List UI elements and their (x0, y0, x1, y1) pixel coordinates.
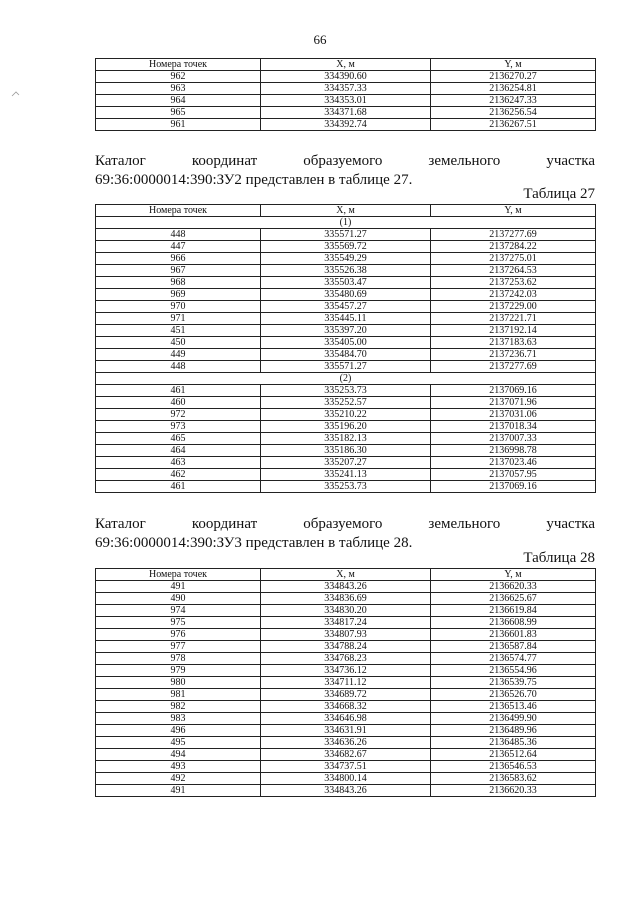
cell-y: 2137277.69 (431, 229, 596, 241)
cell-y: 2137264.53 (431, 265, 596, 277)
cell-y: 2137253.62 (431, 277, 596, 289)
header-x: X, м (261, 59, 431, 71)
cell-x: 334689.72 (261, 689, 431, 701)
table-row (96, 749, 596, 761)
para-word: образуемого (303, 516, 383, 532)
cell-y: 2137192.14 (431, 325, 596, 337)
cell-x: 334843.26 (261, 581, 431, 593)
header-points: Номера точек (96, 205, 261, 217)
table-row (96, 349, 596, 361)
cell-y: 2136254.81 (431, 83, 596, 95)
table-row (96, 689, 596, 701)
cell-point-number: 972 (96, 409, 261, 421)
cell-y: 2136270.27 (431, 71, 596, 83)
table-row (96, 701, 596, 713)
cell-y: 2136587.84 (431, 641, 596, 653)
cell-point-number: 494 (96, 749, 261, 761)
cell-point-number: 493 (96, 761, 261, 773)
cell-point-number: 492 (96, 773, 261, 785)
table-header-row (96, 205, 596, 217)
cell-x: 334371.68 (261, 107, 431, 119)
cell-point-number: 973 (96, 421, 261, 433)
section-label: (1) (96, 217, 596, 229)
cell-x: 334357.33 (261, 83, 431, 95)
table-section-row (96, 217, 596, 229)
cell-point-number: 447 (96, 241, 261, 253)
table-row (96, 617, 596, 629)
cell-point-number: 490 (96, 593, 261, 605)
cell-y: 2136513.46 (431, 701, 596, 713)
cell-x: 334682.67 (261, 749, 431, 761)
para-word: координат (191, 516, 258, 532)
cell-y: 2137242.03 (431, 289, 596, 301)
cell-y: 2137221.71 (431, 313, 596, 325)
cell-point-number: 971 (96, 313, 261, 325)
coordinates-table-27 (95, 204, 596, 493)
cell-y: 2137031.06 (431, 409, 596, 421)
cell-y: 2136546.53 (431, 761, 596, 773)
table-row (96, 605, 596, 617)
cell-x: 334736.12 (261, 665, 431, 677)
table-row (96, 289, 596, 301)
cell-point-number: 491 (96, 785, 261, 797)
margin-mark-icon (10, 88, 22, 100)
table-row (96, 241, 596, 253)
table-row (96, 83, 596, 95)
cell-point-number: 981 (96, 689, 261, 701)
paragraph-catalog-zu2 (95, 152, 595, 190)
cell-x: 335571.27 (261, 229, 431, 241)
cell-x: 334843.26 (261, 785, 431, 797)
cell-y: 2136247.33 (431, 95, 596, 107)
section-label: (2) (96, 373, 596, 385)
cell-x: 334817.24 (261, 617, 431, 629)
cell-point-number: 448 (96, 361, 261, 373)
table-row (96, 785, 596, 797)
cell-x: 335241.13 (261, 469, 431, 481)
header-x: X, м (261, 569, 431, 581)
cell-y: 2136574.77 (431, 653, 596, 665)
cell-x: 334636.26 (261, 737, 431, 749)
cell-x: 335210.22 (261, 409, 431, 421)
cell-x: 335484.70 (261, 349, 431, 361)
cell-y: 2136620.33 (431, 785, 596, 797)
cell-point-number: 974 (96, 605, 261, 617)
cell-point-number: 969 (96, 289, 261, 301)
cell-x: 334390.60 (261, 71, 431, 83)
para-word: участка (546, 516, 595, 532)
cell-point-number: 967 (96, 265, 261, 277)
cell-y: 2136625.67 (431, 593, 596, 605)
table-row (96, 629, 596, 641)
table-row (96, 481, 596, 493)
cell-y: 2137236.71 (431, 349, 596, 361)
table-body (96, 71, 596, 131)
cell-y: 2137277.69 (431, 361, 596, 373)
cell-y: 2136512.64 (431, 749, 596, 761)
cell-point-number: 496 (96, 725, 261, 737)
table-row (96, 469, 596, 481)
table-row (96, 361, 596, 373)
cell-y: 2137069.16 (431, 481, 596, 493)
cell-x: 335549.29 (261, 253, 431, 265)
cell-point-number: 448 (96, 229, 261, 241)
table-row (96, 457, 596, 469)
cell-y: 2136499.90 (431, 713, 596, 725)
cell-y: 2136998.78 (431, 445, 596, 457)
cell-x: 335526.38 (261, 265, 431, 277)
cell-point-number: 962 (96, 71, 261, 83)
table-row (96, 119, 596, 131)
para-word: участка (546, 153, 595, 169)
cell-x: 334353.01 (261, 95, 431, 107)
cell-y: 2136526.70 (431, 689, 596, 701)
cell-x: 334668.32 (261, 701, 431, 713)
table-row (96, 265, 596, 277)
cell-x: 335252.57 (261, 397, 431, 409)
table-row (96, 421, 596, 433)
cell-x: 334807.93 (261, 629, 431, 641)
cell-x: 334631.91 (261, 725, 431, 737)
table-row (96, 337, 596, 349)
para-line-2: 69:36:0000014:390:ЗУ3 представлен в таблице 28. (95, 535, 413, 551)
cell-x: 334711.12 (261, 677, 431, 689)
cell-point-number: 465 (96, 433, 261, 445)
table-body (96, 581, 596, 797)
cell-point-number: 463 (96, 457, 261, 469)
header-y: Y, м (431, 205, 596, 217)
para-word: координат (191, 153, 258, 169)
header-y: Y, м (431, 59, 596, 71)
cell-x: 335196.20 (261, 421, 431, 433)
cell-point-number: 975 (96, 617, 261, 629)
cell-y: 2137183.63 (431, 337, 596, 349)
cell-x: 334768.23 (261, 653, 431, 665)
table-row (96, 301, 596, 313)
table-row (96, 725, 596, 737)
cell-y: 2137071.96 (431, 397, 596, 409)
cell-x: 334836.69 (261, 593, 431, 605)
cell-y: 2137007.33 (431, 433, 596, 445)
cell-x: 334392.74 (261, 119, 431, 131)
cell-x: 335569.72 (261, 241, 431, 253)
cell-point-number: 464 (96, 445, 261, 457)
coordinates-table-28 (95, 568, 596, 797)
table-row (96, 641, 596, 653)
table-row (96, 593, 596, 605)
header-x: X, м (261, 205, 431, 217)
cell-x: 334646.98 (261, 713, 431, 725)
table-row (96, 665, 596, 677)
cell-point-number: 461 (96, 385, 261, 397)
cell-y: 2136485.36 (431, 737, 596, 749)
cell-x: 334737.51 (261, 761, 431, 773)
cell-y: 2136539.75 (431, 677, 596, 689)
table-row (96, 445, 596, 457)
cell-point-number: 979 (96, 665, 261, 677)
cell-x: 334788.24 (261, 641, 431, 653)
table-row (96, 677, 596, 689)
cell-x: 335182.13 (261, 433, 431, 445)
cell-y: 2137275.01 (431, 253, 596, 265)
table-row (96, 761, 596, 773)
cell-point-number: 462 (96, 469, 261, 481)
cell-y: 2136489.96 (431, 725, 596, 737)
para-word: земельного (428, 153, 501, 169)
table-header-row (96, 59, 596, 71)
cell-point-number: 963 (96, 83, 261, 95)
table-row (96, 773, 596, 785)
table-row (96, 397, 596, 409)
para-word: земельного (428, 516, 501, 532)
cell-point-number: 461 (96, 481, 261, 493)
cell-point-number: 965 (96, 107, 261, 119)
table-row (96, 409, 596, 421)
para-line-2: 69:36:0000014:390:ЗУ2 представлен в таблице 27. (95, 172, 413, 188)
cell-point-number: 978 (96, 653, 261, 665)
cell-y: 2136256.54 (431, 107, 596, 119)
paragraph-catalog-zu3 (95, 515, 595, 553)
table-row (96, 277, 596, 289)
cell-point-number: 983 (96, 713, 261, 725)
header-points: Номера точек (96, 59, 261, 71)
cell-y: 2136608.99 (431, 617, 596, 629)
cell-y: 2137018.34 (431, 421, 596, 433)
cell-x: 335186.30 (261, 445, 431, 457)
table-row (96, 229, 596, 241)
cell-y: 2137057.95 (431, 469, 596, 481)
cell-point-number: 961 (96, 119, 261, 131)
para-word: образуемого (303, 153, 383, 169)
cell-point-number: 450 (96, 337, 261, 349)
cell-y: 2136267.51 (431, 119, 596, 131)
cell-x: 335445.11 (261, 313, 431, 325)
cell-y: 2136583.62 (431, 773, 596, 785)
cell-x: 335457.27 (261, 301, 431, 313)
table-row (96, 95, 596, 107)
cell-x: 335253.73 (261, 481, 431, 493)
table-row (96, 581, 596, 593)
page-number: 66 (313, 32, 327, 47)
cell-x: 334830.20 (261, 605, 431, 617)
cell-point-number: 964 (96, 95, 261, 107)
table-row (96, 313, 596, 325)
cell-y: 2136554.96 (431, 665, 596, 677)
cell-y: 2137023.46 (431, 457, 596, 469)
cell-point-number: 449 (96, 349, 261, 361)
cell-x: 335503.47 (261, 277, 431, 289)
cell-y: 2137284.22 (431, 241, 596, 253)
cell-y: 2137229.00 (431, 301, 596, 313)
table-row (96, 107, 596, 119)
cell-point-number: 980 (96, 677, 261, 689)
cell-x: 335480.69 (261, 289, 431, 301)
table-row (96, 385, 596, 397)
cell-x: 335571.27 (261, 361, 431, 373)
para-word: Каталог (95, 153, 146, 169)
table-row (96, 737, 596, 749)
cell-x: 335405.00 (261, 337, 431, 349)
table-28-caption: Таблица 28 (523, 550, 595, 566)
table-row (96, 653, 596, 665)
cell-x: 335253.73 (261, 385, 431, 397)
cell-point-number: 982 (96, 701, 261, 713)
header-y: Y, м (431, 569, 596, 581)
table-row (96, 325, 596, 337)
cell-point-number: 966 (96, 253, 261, 265)
cell-point-number: 495 (96, 737, 261, 749)
coordinates-table-continued (95, 58, 596, 131)
cell-point-number: 976 (96, 629, 261, 641)
table-section-row (96, 373, 596, 385)
table-row (96, 253, 596, 265)
cell-point-number: 968 (96, 277, 261, 289)
cell-y: 2136620.33 (431, 581, 596, 593)
cell-x: 334800.14 (261, 773, 431, 785)
cell-x: 335207.27 (261, 457, 431, 469)
cell-x: 335397.20 (261, 325, 431, 337)
cell-point-number: 460 (96, 397, 261, 409)
table-row (96, 71, 596, 83)
header-points: Номера точек (96, 569, 261, 581)
cell-point-number: 491 (96, 581, 261, 593)
cell-y: 2136619.84 (431, 605, 596, 617)
cell-point-number: 970 (96, 301, 261, 313)
cell-point-number: 451 (96, 325, 261, 337)
cell-y: 2137069.16 (431, 385, 596, 397)
cell-y: 2136601.83 (431, 629, 596, 641)
table-row (96, 433, 596, 445)
table-header-row (96, 569, 596, 581)
table-27-caption: Таблица 27 (523, 186, 595, 202)
table-body (96, 217, 596, 493)
para-word: Каталог (95, 516, 146, 532)
cell-point-number: 977 (96, 641, 261, 653)
table-row (96, 713, 596, 725)
